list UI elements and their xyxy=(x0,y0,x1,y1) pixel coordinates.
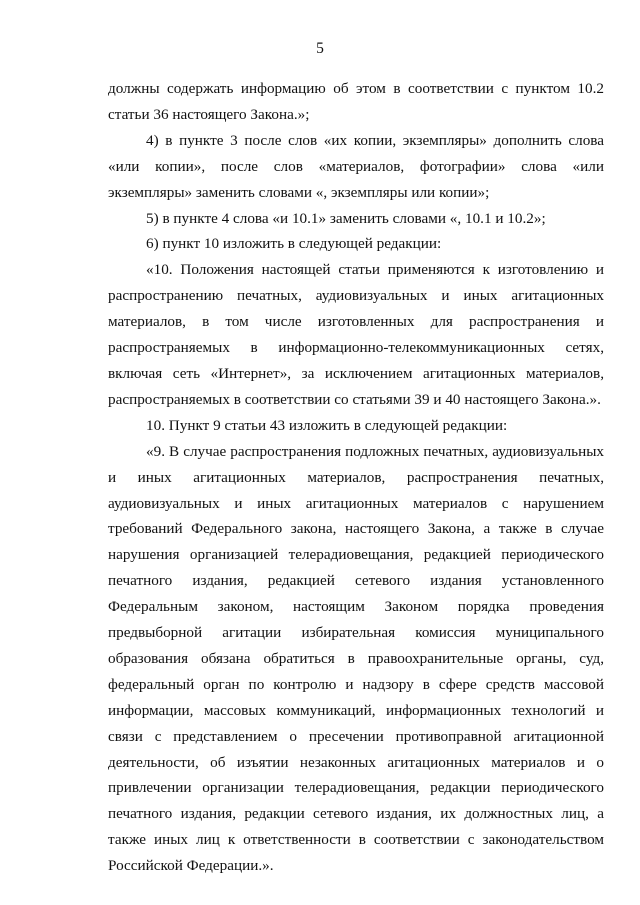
paragraph-item-6: 6) пункт 10 изложить в следующей редакции: xyxy=(146,235,442,253)
paragraph-item-5: 5) в пункте 4 слова «и 10.1» заменить словами «, 10.1 и 10.2»; xyxy=(146,209,546,227)
paragraph-quote-9: «9. В случае распространения подложных печатных, аудиовизуальных и иных агитационных материалов, распространения печатных, аудиовизуальных и иных агитационных материалов с нарушением требований Федерального закона, настоящего Закона, а также в случае нарушения организацией телерадиовещания, редакцией периодического печатного издания, редакцией сетевого издания установленного Федеральным законом, настоящим Законом порядка проведения предвыборной агитации избирательная комиссия муниципального образования обязана обратиться в правоохранительные органы, суд, федеральный орган по контролю и надзору в сфере средств массовой информации, массовых коммуникаций, информационных технологий и связи с представлением о пресечении противоправной агитационной деятельности, об изъятии незаконных агитационных материалов и о привлечении организации телерадиовещания, редакции периодического печатного издания, редакции сетевого издания, их должностных лиц, а также иных лиц к ответственности в соответствии с законодательством Российской Федерации.». xyxy=(108,442,604,875)
paragraph-item-10: 10. Пункт 9 статьи 43 изложить в следующей редакции: xyxy=(146,416,508,434)
page-number: 5 xyxy=(316,40,324,57)
paragraph-continuation: должны содержать информацию об этом в соответствии с пунктом 10.2 статьи 36 настоящего Закона.»; xyxy=(108,80,604,123)
paragraph-item-4: 4) в пункте 3 после слов «их копии, экземпляры» дополнить слова «или копии», после слов «материалов, фотографии» слова «или экземпляры» заменить словами «, экземпляры или копии»; xyxy=(108,131,604,201)
paragraph-quote-10: «10. Положения настоящей статьи применяются к изготовлению и распространению печатных, аудиовизуальных и иных агитационных материалов, в том числе изготовленных для распространения и распространяемых в информационно-телекоммуникационных сетях, включая сеть «Интернет», за исключением агитационных материалов, распространяемых в соответствии со статьями 39 и 40 настоящего Закона.». xyxy=(108,261,604,408)
document-body xyxy=(108,76,604,879)
